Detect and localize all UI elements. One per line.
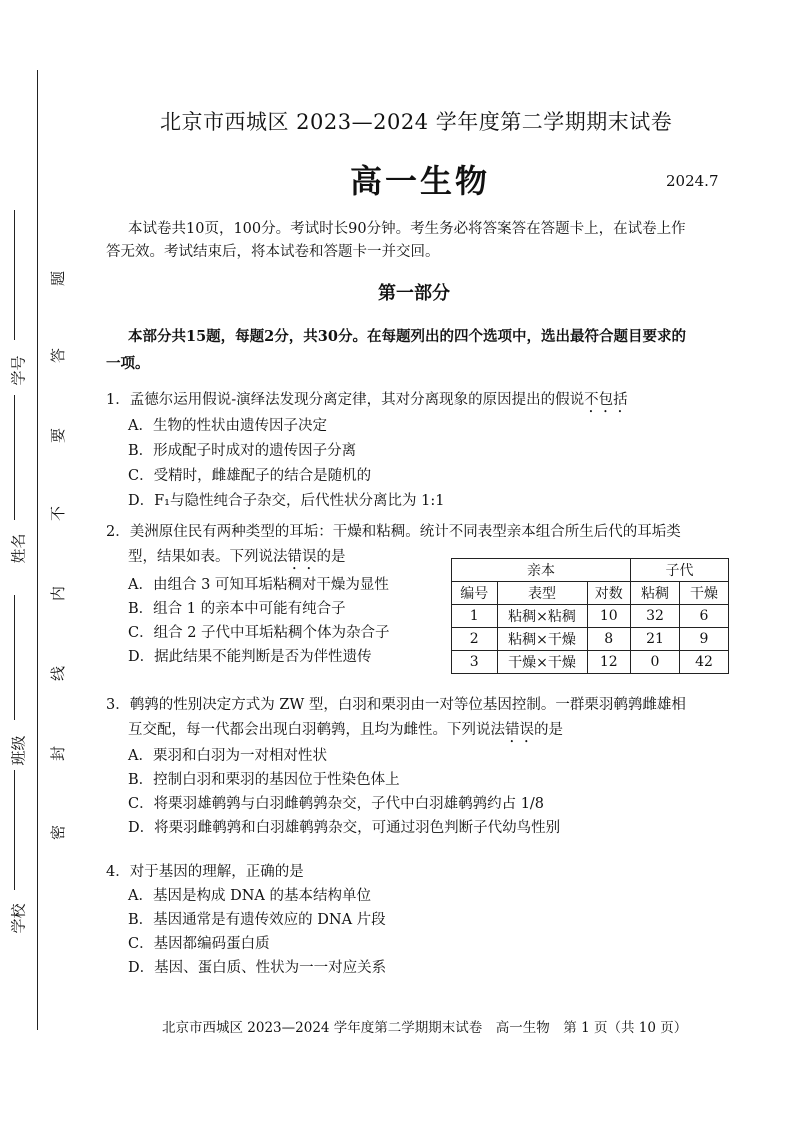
question-2-option-c[interactable]: C．组合 2 子代中耳垢粘稠个体为杂合子 [128, 625, 390, 641]
emphasis-text: 错误 [287, 549, 317, 565]
table-header-cell: 编号 [452, 582, 498, 605]
name-rule [14, 395, 15, 520]
emphasis-text: 错误 [505, 722, 534, 738]
table-cell: 12 [587, 651, 631, 674]
table-header-row [452, 582, 729, 605]
class-label: 班级 [9, 735, 28, 766]
name-label: 姓名 [9, 533, 28, 564]
emphasis-text: 不包括 [584, 392, 628, 408]
table-cell: 6 [680, 605, 729, 628]
seal-char: 答 [49, 347, 68, 364]
part-intro-line-2: 一项。 [106, 355, 150, 372]
question-2-stem-line-1: 2．美洲原住民有两种类型的耳垢：干燥和粘稠。统计不同表型亲本组合所生后代的耳垢类 [106, 524, 681, 540]
instructions-line-1: 本试卷共10页，100分。考试时长90分钟。考生务必将答案答在答题卡上，在试卷上作 [128, 221, 686, 237]
student-id-label: 学号 [9, 355, 28, 386]
exam-title: 北京市西城区 2023—2024 学年度第二学期期末试卷 [160, 110, 673, 134]
question-2-option-d[interactable]: D．据此结果不能判断是否为伴性遗传 [128, 649, 372, 665]
question-3-option-c[interactable]: C．将栗羽雄鹌鹑与白羽雌鹌鹑杂交，子代中白羽雄鹌鹑约占 1/8 [128, 796, 545, 812]
part-intro-line-1: 本部分共15题，每题2分，共30分。在每题列出的四个选项中，选出最符合题目要求的 [128, 328, 686, 345]
table-row [452, 651, 729, 674]
table-cell: 1 [452, 605, 498, 628]
table-cell: 8 [587, 628, 631, 651]
question-3-option-d[interactable]: D．将栗羽雌鹌鹑和白羽雄鹌鹑杂交，可通过羽色判断子代幼鸟性别 [128, 820, 561, 836]
table-group-parent: 亲本 [452, 559, 631, 582]
ear-wax-table [451, 558, 729, 674]
question-stem-text: 的是 [534, 722, 563, 738]
school-label: 学校 [9, 903, 28, 934]
school-rule [14, 770, 15, 890]
table-cell: 0 [631, 651, 680, 674]
table-header-cell: 表型 [497, 582, 587, 605]
seal-char: 内 [49, 585, 68, 602]
question-4-option-b[interactable]: B．基因通常是有遗传效应的 DNA 片段 [128, 912, 386, 928]
table-cell: 32 [631, 605, 680, 628]
seal-char: 封 [49, 745, 68, 762]
question-2-option-b[interactable]: B．组合 1 的亲本中可能有纯合子 [128, 601, 346, 617]
question-4-option-c[interactable]: C．基因都编码蛋白质 [128, 936, 270, 952]
part-title: 第一部分 [378, 283, 450, 304]
table-header-cell: 对数 [587, 582, 631, 605]
question-1-option-a[interactable]: A．生物的性状由遗传因子决定 [128, 418, 327, 434]
page-footer: 北京市西城区 2023—2024 学年度第二学期期末试卷 高一生物 第 1 页（共 10 页） [162, 1020, 688, 1036]
table-cell: 10 [587, 605, 631, 628]
question-4-option-d[interactable]: D．基因、蛋白质、性状为一一对应关系 [128, 960, 387, 976]
table-header-cell: 干燥 [680, 582, 729, 605]
table-cell: 干燥×干燥 [497, 651, 587, 674]
table-header-cell: 粘稠 [631, 582, 680, 605]
question-stem-text: 的是 [316, 549, 346, 565]
question-4-stem: 4．对于基因的理解，正确的是 [106, 864, 304, 880]
exam-date: 2024.7 [666, 172, 719, 190]
question-stem-text: 互交配，每一代都会出现白羽鹌鹑，且均为雌性。下列说法 [128, 722, 505, 738]
subject-title: 高一生物 [350, 162, 491, 200]
class-rule [14, 595, 15, 720]
seal-char: 密 [49, 824, 68, 841]
question-3-stem-line-1: 3．鹌鹑的性别决定方式为 ZW 型，白羽和栗羽由一对等位基因控制。一群栗羽鹌鹑雌雄相 [106, 697, 686, 713]
table-cell: 3 [452, 651, 498, 674]
table-cell: 9 [680, 628, 729, 651]
seal-char: 题 [49, 270, 68, 287]
table-row [452, 628, 729, 651]
question-1-option-c[interactable]: C．受精时，雌雄配子的结合是随机的 [128, 468, 372, 484]
question-stem-text: 型，结果如表。下列说法 [128, 549, 288, 565]
table-cell: 42 [680, 651, 729, 674]
question-1-option-b[interactable]: B．形成配子时成对的遗传因子分离 [128, 443, 357, 459]
question-3-option-a[interactable]: A．栗羽和白羽为一对相对性状 [128, 748, 327, 764]
question-3-option-b[interactable]: B．控制白羽和栗羽的基因位于性染色体上 [128, 772, 400, 788]
table-cell: 粘稠×粘稠 [497, 605, 587, 628]
seal-char: 不 [49, 505, 68, 522]
question-4-option-a[interactable]: A．基因是构成 DNA 的基本结构单位 [128, 888, 371, 904]
question-1-option-d[interactable]: D．F₁与隐性纯合子杂交，后代性状分离比为 1:1 [128, 493, 445, 509]
instructions-line-2: 答无效。考试结束后，将本试卷和答题卡一并交回。 [106, 244, 440, 260]
table-group-header-row [452, 559, 729, 582]
question-2-option-a[interactable]: A．由组合 3 可知耳垢粘稠对干燥为显性 [128, 577, 389, 593]
table-row [452, 605, 729, 628]
question-1-stem [106, 388, 746, 416]
table-cell: 21 [631, 628, 680, 651]
table-cell: 粘稠×干燥 [497, 628, 587, 651]
student-id-rule [14, 210, 15, 340]
table-group-offspring: 子代 [631, 559, 729, 582]
binding-line [37, 70, 38, 1030]
question-stem-text: 1．孟德尔运用假说-演绎法发现分离定律，其对分离现象的原因提出的假说 [106, 392, 585, 408]
seal-char: 要 [49, 427, 68, 444]
question-3-stem-line-2 [128, 718, 768, 746]
seal-char: 线 [49, 665, 68, 682]
table-cell: 2 [452, 628, 498, 651]
